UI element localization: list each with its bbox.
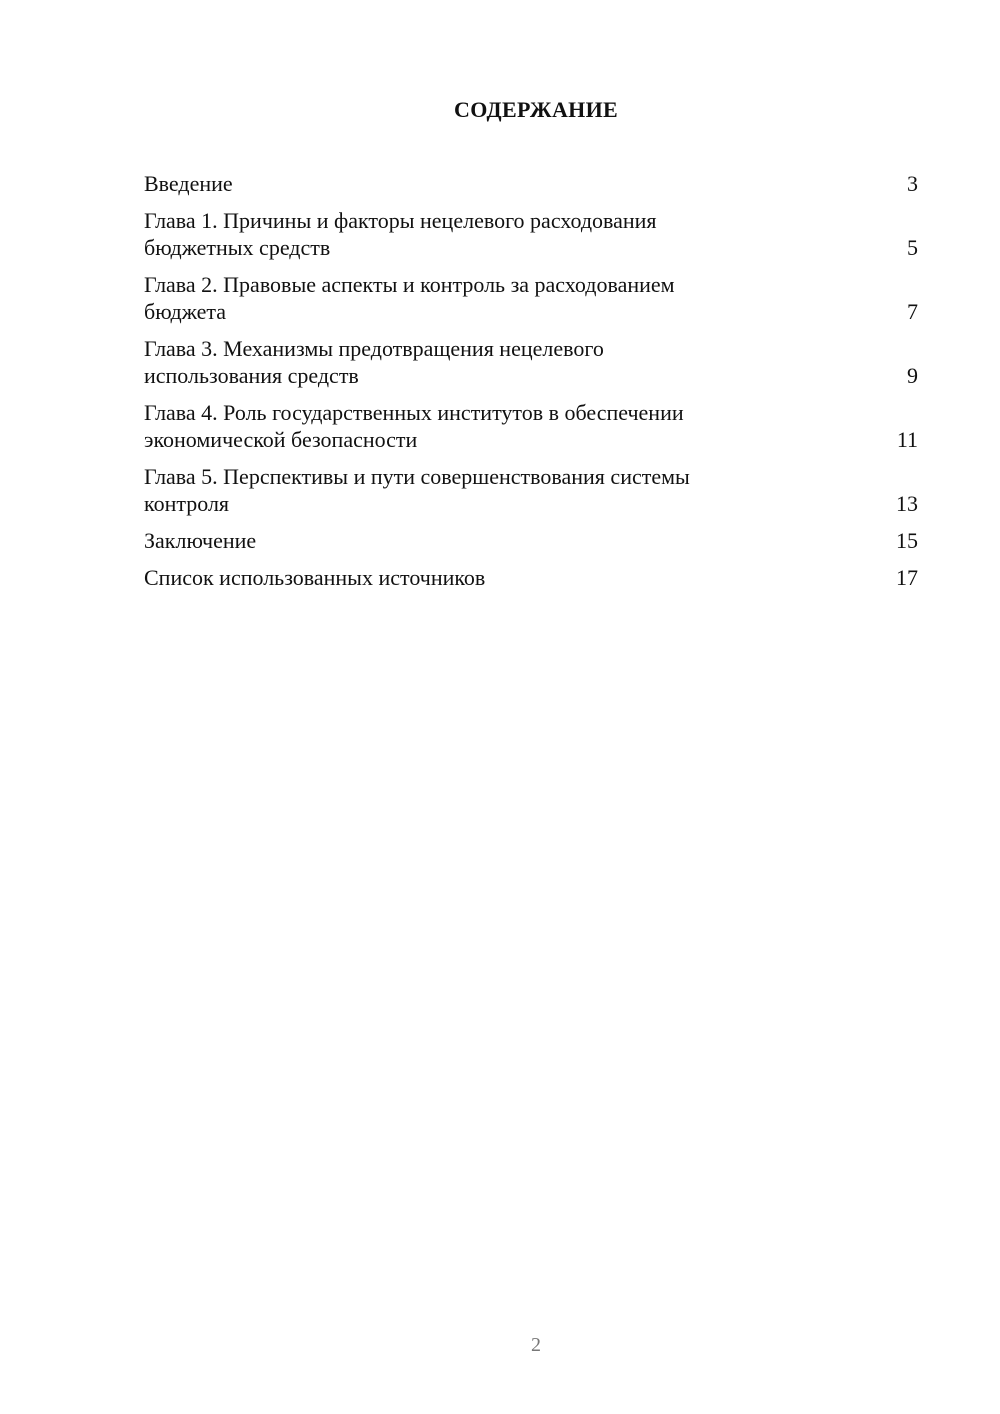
toc-entry-introduction [144,170,918,197]
toc-entry-page: 7 [907,299,918,324]
toc-entry-chapter-2 [144,271,918,325]
toc-entry-text [144,335,784,389]
toc-entry-page: 3 [907,171,918,196]
toc-title: СОДЕРЖАНИЕ [454,97,618,122]
toc-entry-line: Заключение [144,528,257,553]
toc-entry-line: использования средств [144,363,359,388]
toc-entry-conclusion [144,527,918,554]
toc-entry-page: 15 [896,528,918,553]
toc-entry-line: бюджета [144,299,227,324]
toc-entry-line: Глава 3. Механизмы предотвращения нецелевого [144,336,604,361]
toc-entry-line: Глава 2. Правовые аспекты и контроль за расходованием [144,272,675,297]
toc-entry-line: Введение [144,171,233,196]
toc-entry-page: 17 [896,565,918,590]
toc-entry-page: 11 [896,427,918,452]
toc-entry-chapter-3 [144,335,918,389]
toc-entry-text [144,170,784,197]
toc-entry-text [144,463,784,517]
toc-entry-chapter-1 [144,207,918,261]
toc-entry-text [144,399,784,453]
page-number: 2 [531,1334,541,1356]
toc-entry-text [144,207,784,261]
toc-entry-chapter-5 [144,463,918,517]
toc-entry-line: Глава 5. Перспективы и пути совершенствования системы [144,464,690,489]
toc-entry-text [144,564,784,591]
toc-entry-line: Глава 1. Причины и факторы нецелевого расходования [144,208,657,233]
toc-entry-page: 13 [896,491,918,516]
toc-entry-text [144,271,784,325]
toc-entry-page: 5 [907,235,918,260]
toc-entry-references [144,564,918,591]
toc-entry-line: контроля [144,491,230,516]
toc-entry-chapter-4 [144,399,918,453]
toc-entry-line: бюджетных средств [144,235,331,260]
toc-entry-line: экономической безопасности [144,427,418,452]
toc-entry-line: Список использованных источников [144,565,486,590]
toc-entry-line: Глава 4. Роль государственных институтов в обеспечении [144,400,684,425]
toc-entry-page: 9 [907,363,918,388]
toc-entry-text [144,527,784,554]
table-of-contents [144,170,918,601]
